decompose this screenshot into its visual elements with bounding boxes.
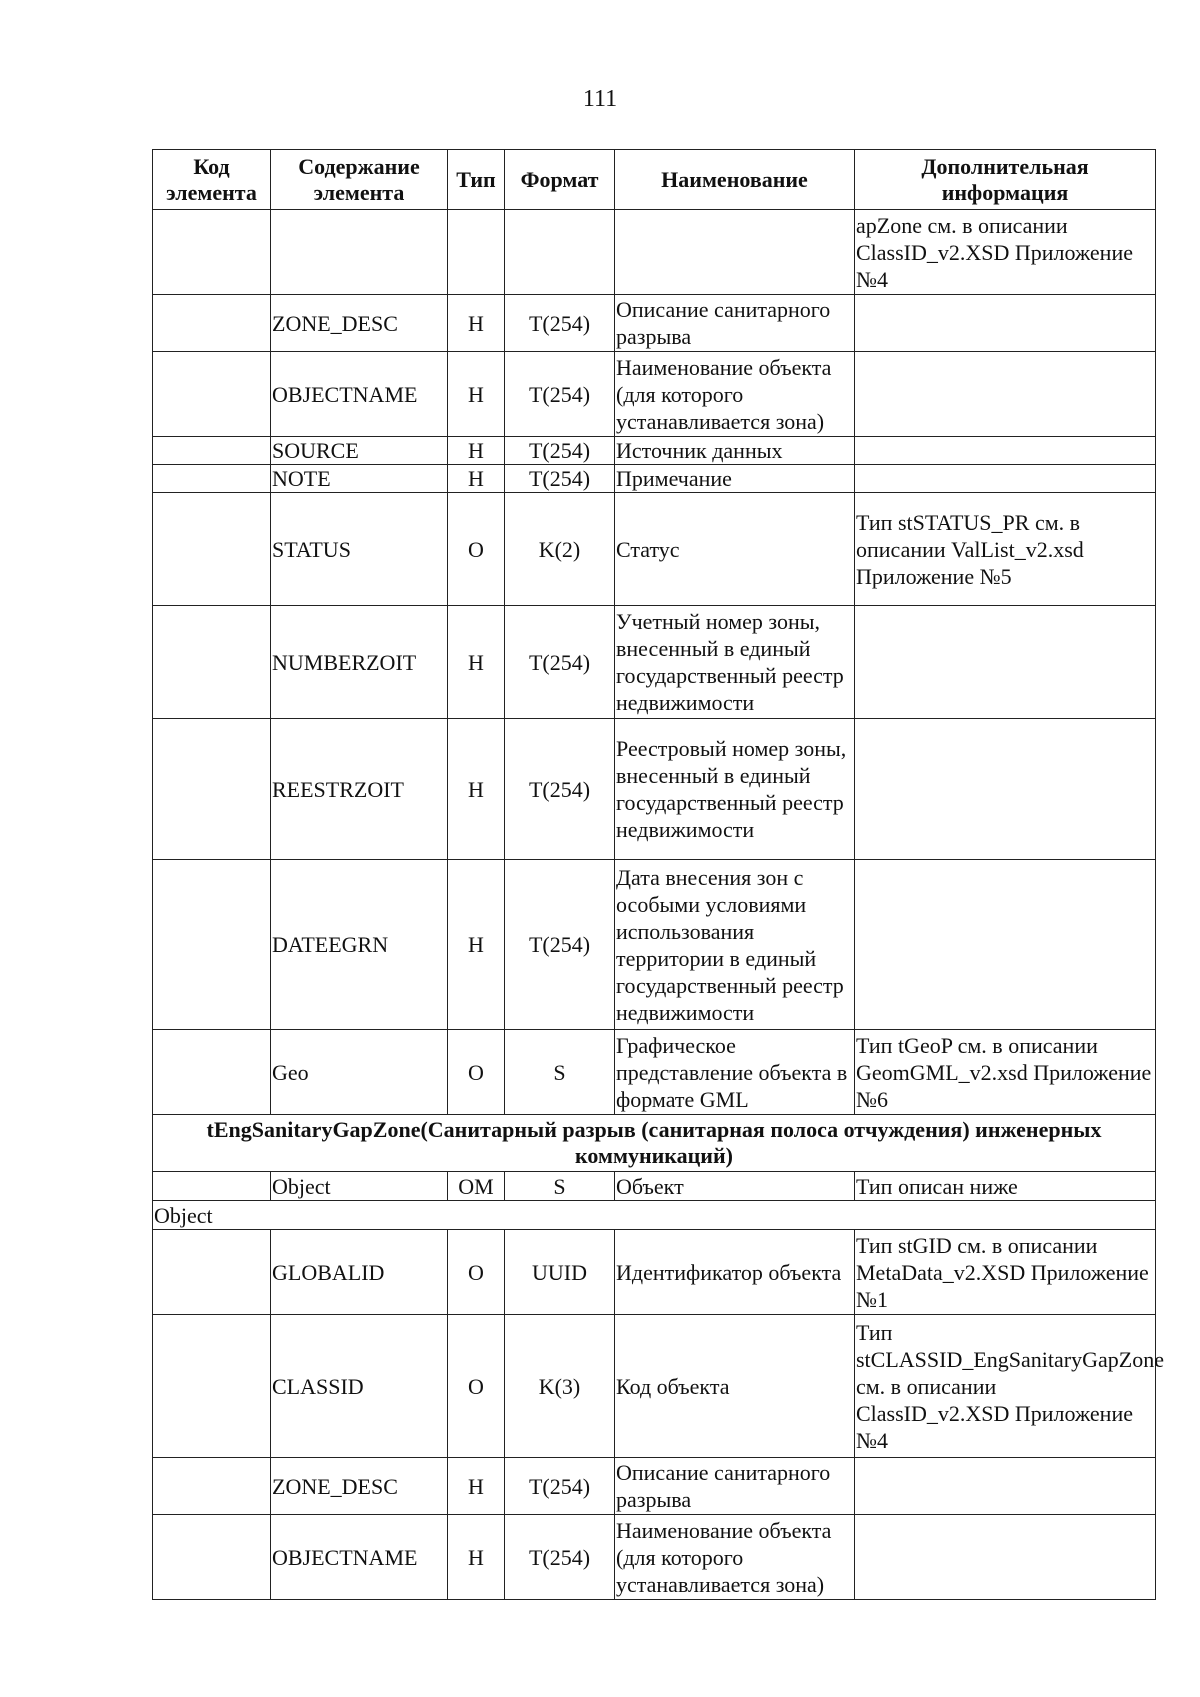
cell-type: Н [448, 437, 505, 465]
cell-content: Geo [271, 1030, 448, 1115]
cell-format: T(254) [505, 860, 615, 1030]
cell-info [855, 295, 1156, 352]
table-row [153, 465, 1156, 493]
spec-table [152, 149, 1164, 1600]
cell-format: T(254) [505, 606, 615, 719]
cell-info: Тип stSTATUS_PR см. в описании ValList_v2.xsd Приложение №5 [855, 493, 1156, 606]
cell-type: Н [448, 352, 505, 437]
table-row [153, 493, 1156, 606]
cell-type: Н [448, 295, 505, 352]
cell-name: Наименование объекта (для которого устанавливается зона) [615, 1515, 855, 1600]
group-label: Object [153, 1201, 1156, 1230]
cell-code [153, 606, 271, 719]
header-format: Формат [505, 150, 615, 210]
cell-code [153, 1230, 271, 1315]
cell-format: S [505, 1172, 615, 1201]
cell-info [855, 719, 1156, 860]
cell-type: О [448, 493, 505, 606]
cell-info [855, 1515, 1156, 1600]
cell-type: Н [448, 465, 505, 493]
cell-name: Статус [615, 493, 855, 606]
cell-format: T(254) [505, 1458, 615, 1515]
cell-type: Н [448, 606, 505, 719]
cell-name: Идентификатор объекта [615, 1230, 855, 1315]
cell-type: ОМ [448, 1172, 505, 1201]
cell-format: UUID [505, 1230, 615, 1315]
cell-content: OBJECTNAME [271, 352, 448, 437]
cell-info: apZone см. в описании ClassID_v2.XSD Приложение №4 [855, 210, 1156, 295]
cell-name: Графическое представление объекта в формате GML [615, 1030, 855, 1115]
header-info: Дополнительная информация [855, 150, 1156, 210]
table-row [153, 606, 1156, 719]
cell-format: T(254) [505, 295, 615, 352]
cell-code [153, 210, 271, 295]
table-row [153, 1315, 1156, 1458]
cell-format: T(254) [505, 465, 615, 493]
cell-content: NUMBERZOIT [271, 606, 448, 719]
cell-format: T(254) [505, 437, 615, 465]
cell-name: Наименование объекта (для которого устанавливается зона) [615, 352, 855, 437]
table-row [153, 719, 1156, 860]
cell-code [153, 1030, 271, 1115]
cell-name: Описание санитарного разрыва [615, 295, 855, 352]
cell-name: Учетный номер зоны, внесенный в единый государственный реестр недвижимости [615, 606, 855, 719]
cell-content: REESTRZOIT [271, 719, 448, 860]
cell-type: Н [448, 1458, 505, 1515]
cell-content: STATUS [271, 493, 448, 606]
table-row [153, 1030, 1156, 1115]
cell-code [153, 1458, 271, 1515]
header-code: Код элемента [153, 150, 271, 210]
cell-info [855, 465, 1156, 493]
cell-code [153, 493, 271, 606]
cell-type: О [448, 1030, 505, 1115]
cell-type: Н [448, 719, 505, 860]
cell-name: Источник данных [615, 437, 855, 465]
table-row [153, 1230, 1156, 1315]
cell-info [855, 1458, 1156, 1515]
cell-format: S [505, 1030, 615, 1115]
table-row [153, 437, 1156, 465]
cell-content: Object [271, 1172, 448, 1201]
cell-code [153, 1172, 271, 1201]
cell-content: DATEEGRN [271, 860, 448, 1030]
cell-info [855, 437, 1156, 465]
section-title: tEngSanitaryGapZone(Санитарный разрыв (санитарная полоса отчуждения) инженерных коммуникаций) [153, 1115, 1156, 1172]
cell-info: Тип описан ниже [855, 1172, 1156, 1201]
cell-code [153, 860, 271, 1030]
cell-type [448, 210, 505, 295]
cell-info: Тип stCLASSID_EngSanitaryGapZone см. в описании ClassID_v2.XSD Приложение №4 [855, 1315, 1156, 1458]
cell-content: ZONE_DESC [271, 1458, 448, 1515]
table-row [153, 860, 1156, 1030]
cell-content: SOURCE [271, 437, 448, 465]
cell-name: Объект [615, 1172, 855, 1201]
cell-content: NOTE [271, 465, 448, 493]
cell-name: Дата внесения зон с особыми условиями использования территории в единый государственный реестр недвижимости [615, 860, 855, 1030]
table-row [153, 1515, 1156, 1600]
cell-content: GLOBALID [271, 1230, 448, 1315]
table-row [153, 295, 1156, 352]
cell-format [505, 210, 615, 295]
cell-format: T(254) [505, 352, 615, 437]
cell-content: OBJECTNAME [271, 1515, 448, 1600]
cell-code [153, 352, 271, 437]
cell-code [153, 465, 271, 493]
header-name: Наименование [615, 150, 855, 210]
cell-type: Н [448, 860, 505, 1030]
cell-name: Реестровый номер зоны, внесенный в единый государственный реестр недвижимости [615, 719, 855, 860]
cell-content [271, 210, 448, 295]
table-row [153, 1458, 1156, 1515]
cell-code [153, 1315, 271, 1458]
cell-name: Код объекта [615, 1315, 855, 1458]
cell-info: Тип stGID см. в описании MetaData_v2.XSD Приложение №1 [855, 1230, 1156, 1315]
cell-name: Примечание [615, 465, 855, 493]
header-type: Тип [448, 150, 505, 210]
group-row [153, 1201, 1156, 1230]
cell-code [153, 719, 271, 860]
section-row [153, 1115, 1156, 1172]
cell-name: Описание санитарного разрыва [615, 1458, 855, 1515]
cell-format: K(3) [505, 1315, 615, 1458]
cell-format: T(254) [505, 719, 615, 860]
cell-code [153, 1515, 271, 1600]
cell-info: Тип tGeoP см. в описании GeomGML_v2.xsd Приложение №6 [855, 1030, 1156, 1115]
cell-code [153, 437, 271, 465]
cell-type: Н [448, 1515, 505, 1600]
cell-info [855, 860, 1156, 1030]
cell-content: ZONE_DESC [271, 295, 448, 352]
cell-info [855, 606, 1156, 719]
table-header-row [153, 150, 1156, 210]
table-row [153, 352, 1156, 437]
table-row [153, 210, 1156, 295]
cell-name [615, 210, 855, 295]
cell-code [153, 295, 271, 352]
cell-format: T(254) [505, 1515, 615, 1600]
cell-type: О [448, 1230, 505, 1315]
header-content: Содержание элемента [271, 150, 448, 210]
cell-format: K(2) [505, 493, 615, 606]
table-row [153, 1172, 1156, 1201]
cell-type: О [448, 1315, 505, 1458]
cell-content: CLASSID [271, 1315, 448, 1458]
cell-info [855, 352, 1156, 437]
page-number: 111 [582, 86, 618, 112]
